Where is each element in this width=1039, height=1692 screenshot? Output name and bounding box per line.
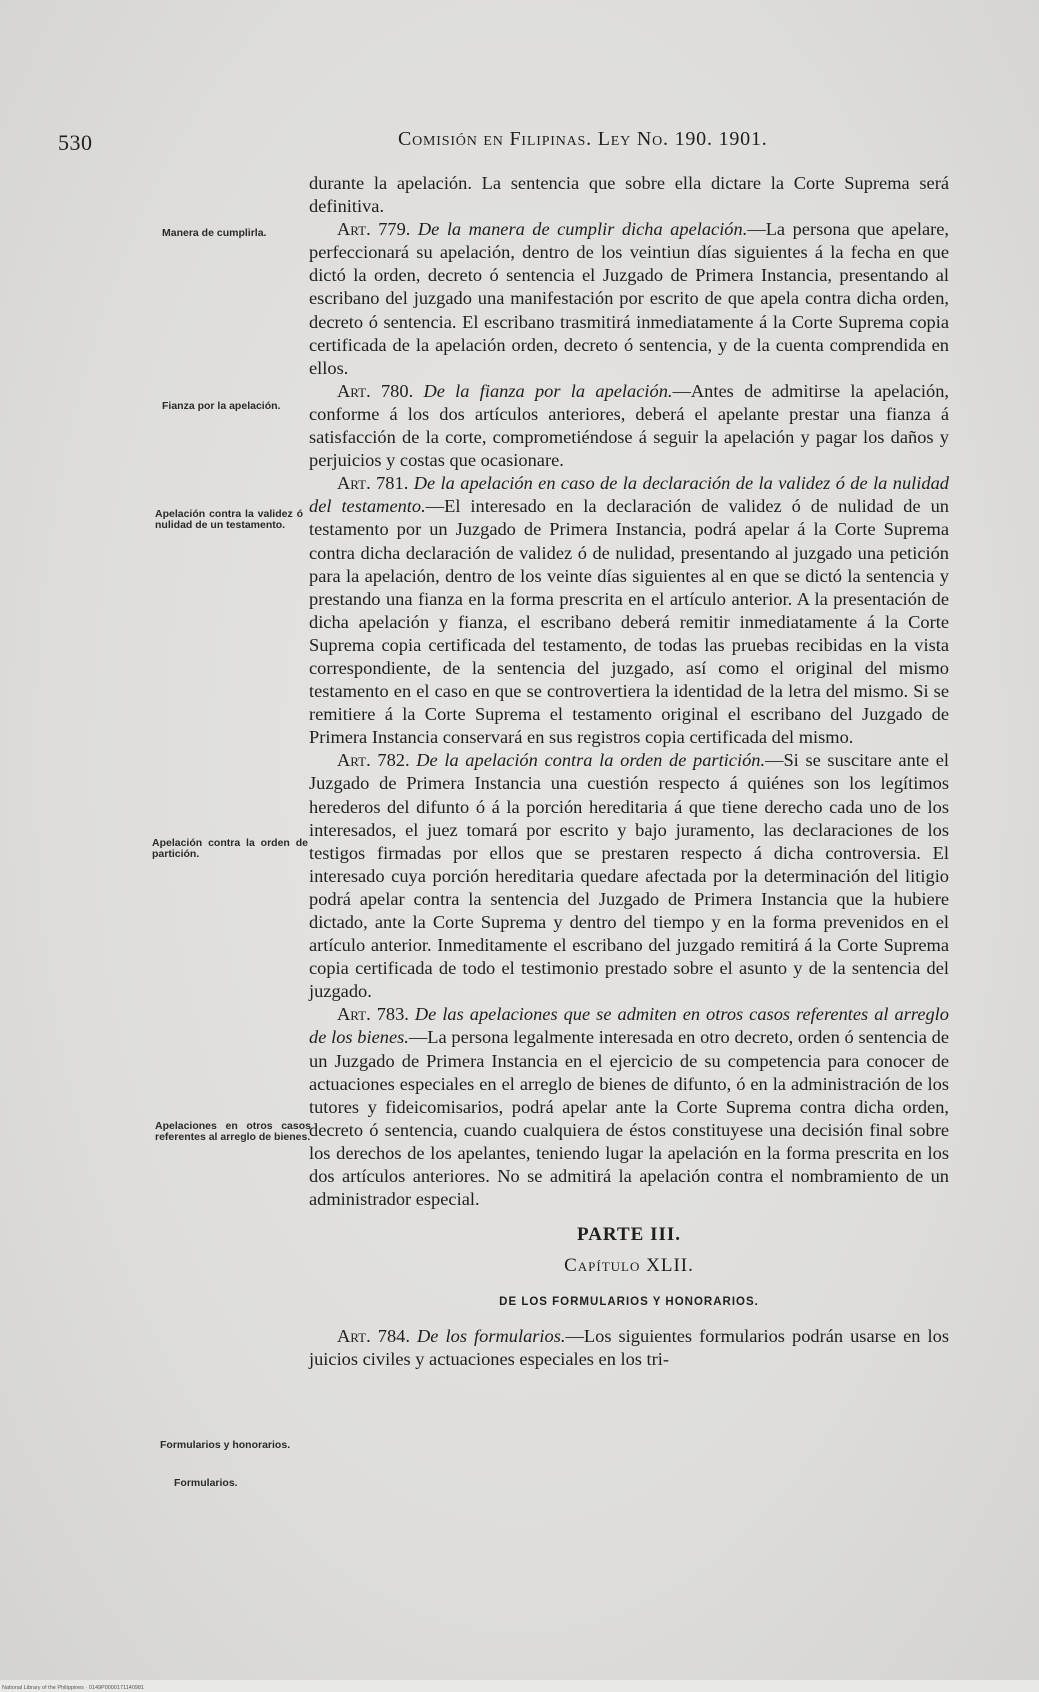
article-779 xyxy=(309,218,949,380)
main-text xyxy=(309,172,949,1371)
article-782-title: De la apelación contra la orden de partición. xyxy=(416,750,766,771)
article-779-title: De la manera de cumplir dicha apelación. xyxy=(417,219,748,240)
article-783 xyxy=(309,1003,949,1211)
chapter-heading: Capítulo XLII. xyxy=(564,1255,694,1277)
article-783-label: Art. 783. xyxy=(337,1004,409,1025)
article-784-text: —Los siguientes formularios podrán usarse en los juicios civiles y actuaciones especiales en los tri- xyxy=(309,1325,950,1369)
part-heading: PARTE III. xyxy=(577,1224,681,1246)
article-781-title: De la apelación en caso de la declaración de la validez ó de la nulidad del testamento. xyxy=(309,473,949,517)
scan-footer-text: National Library of the Philippines · 0149P0000171140981 xyxy=(2,1685,145,1691)
article-780-text: —Antes de admitirse la apelación, conforme á los dos artículos anteriores, deberá el apelante prestar una fianza á satisfacción de la corte, comprometiéndose á seguir la apelación y pagar los daños y perjuicios y costas que ocasionare. xyxy=(309,380,949,471)
article-782-text: —Si se suscitare ante el Juzgado de Primera Instancia una cuestión respecto á quiénes son los legítimos herederos del difunto ó á la porción hereditaria á que tiene derecho cada uno de los interesados, el juez tomará por escrito y bajo juramento, las declaraciones de los testigos firmadas por ellos que se prestaren respecto á dicha controversia. El interesado cuya porción hereditaria quedare afectada por la determinación del litigio podrá apelar contra la sentencia del Juzgado de Primera Instancia que la hubiere dictado, ante la Corte Suprema y dentro del tiempo y en la forma prevenidos en el artículo anterior. Inmeditamente el escribano del juzgado remitirá á la Corte Suprema copia certificada de todo el testimonio prestado sobre el asunto y de la sentencia del juzgado. xyxy=(309,750,949,1002)
running-head: Comisión en Filipinas. Ley No. 190. 1901. xyxy=(398,128,768,150)
article-780-label: Art. 780. xyxy=(337,380,414,401)
margin-note-manera: Manera de cumplirla. xyxy=(162,227,267,239)
margin-notes xyxy=(0,0,320,1692)
margin-note-formularios: Formularios. xyxy=(174,1477,238,1489)
margin-note-particion: Apelación contra la orden de partición. xyxy=(152,837,308,860)
article-781 xyxy=(309,472,949,749)
article-784-label: Art. 784. xyxy=(337,1325,410,1346)
scan-footer xyxy=(0,1680,1039,1692)
article-779-text: —La persona que apelare, perfeccionará su apelación, dentro de los veintiun días siguientes á la fecha en que dictó la orden, decreto ó sentencia el Juzgado de Primera Instancia, presentando al escribano del juzgado una manifestación por escrito de que apela contra dicha orden, decreto ó sentencia. El escribano trasmitirá inmediatamente á la Corte Suprema copia certificada de la apelación orden, decreto ó sentencia, y de la cuenta comprendida en ellos. xyxy=(309,219,949,378)
article-783-text: —La persona legalmente interesada en otro decreto, orden ó sentencia de un Juzgado de Primera Instancia en el ejercicio de su competencia para conocer de actuaciones especiales en el arreglo de bienes de difunto, ó en la administración de los tutores y fideicomisarios, podrá apelar ante la Corte Suprema contra dicha orden, decreto ó sentencia, cuando cualquiera de éstos constituyese una decisión final sobre los derechos de los apelantes, teniendo lugar la apelación en la forma prescrita en los dos artículos anteriores. No se admitirá la apelación contra el nombramiento de un administrador especial. xyxy=(309,1027,949,1210)
margin-note-validez: Apelación contra la validez ó nulidad de un testamento. xyxy=(155,508,303,531)
article-780-title: De la fianza por la apelación. xyxy=(423,380,673,401)
article-780 xyxy=(309,380,949,472)
article-779-label: Art. 779. xyxy=(337,219,411,240)
margin-note-fianza: Fianza por la apelación. xyxy=(162,400,281,412)
article-782 xyxy=(309,749,949,1003)
page-number: 530 xyxy=(58,130,93,155)
margin-note-formularios-honorarios: Formularios y honorarios. xyxy=(160,1439,291,1451)
continuation-paragraph: durante la apelación. La sentencia que sobre ella dictare la Corte Suprema será definitiva. xyxy=(309,173,949,217)
article-783-title: De las apelaciones que se admiten en otros casos referentes al arreglo de los bienes. xyxy=(309,1004,949,1048)
article-781-text: —El interesado en la declaración de validez ó de nulidad de un testamento por un Juzgado de Primera Instancia, podrá apelar á la Corte Suprema contra dicha declaración de validez ó de nulidad, presentando al juzgado una petición para la apelación, dentro de los veinte días siguientes al en que se dictó la sentencia y prestando una fianza en la forma prescrita en el artículo anterior. A la presentación de dicha apelación y fianza, el escribano deberá remitir inmediatamente á la Corte Suprema copia certificada del testamento, de todas las pruebas recibidas en la vista correspondiente, de la sentencia del juzgado, así como el original del mismo testamento en el caso en que se controvertiera la identidad de la letra del mismo. Si se remitiere á la Corte Suprema el testamento original el escribano del Juzgado de Primera Instancia conservará en sus registros copia certificada del mismo. xyxy=(309,496,949,748)
article-782-label: Art. 782. xyxy=(337,750,410,771)
section-heading: DE LOS FORMULARIOS Y HONORARIOS. xyxy=(499,1296,759,1309)
article-784-title: De los formularios. xyxy=(417,1325,566,1346)
article-781-label: Art. 781. xyxy=(337,473,409,494)
article-784 xyxy=(309,1325,949,1371)
margin-note-otros-casos: Apelaciones en otros casos referentes al arreglo de bienes. xyxy=(155,1120,311,1143)
